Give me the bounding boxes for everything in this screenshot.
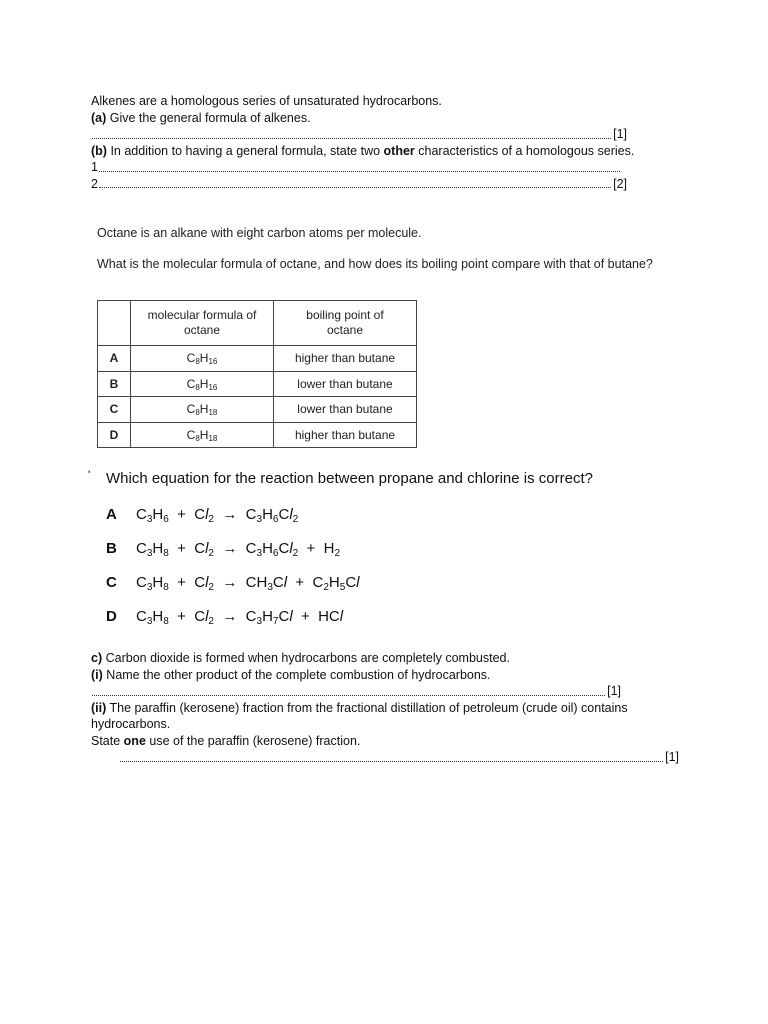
alkenes-intro: Alkenes are a homologous series of unsaturated hydrocarbons. — [91, 94, 442, 108]
equation-option-d[interactable]: D $C_3H_8 + Cl_2 \to C_3H_7Cl$ + HCl — [106, 608, 344, 627]
part-c: c) Carbon dioxide is formed when hydrocarbons are completely combusted. — [91, 651, 510, 665]
dotted-line — [120, 760, 663, 762]
part-b: (b) In addition to having a general formula, state two other characteristics of a homologous series. — [91, 143, 635, 158]
mark-c-i: [1] — [607, 684, 621, 698]
table-row[interactable]: C $C_8H_{18}$ lower than butane — [98, 397, 417, 423]
equation-option-b[interactable]: B $C_3H_8 + Cl_2 \to C_3H_6Cl_2 + H_2$ — [106, 540, 341, 559]
question-tick-mark: ' — [88, 468, 91, 482]
equation-option-c[interactable]: C $C_3H_8 + Cl_2 \to CH_3Cl + C_2H_5Cl$ — [106, 574, 360, 593]
header-formula: molecular formula of octane — [131, 301, 274, 346]
answer-line-b2[interactable]: 2 [2] — [91, 176, 627, 191]
propane-question: Which equation for the reaction between propane and chlorine is correct? — [106, 470, 593, 487]
part-c-i: (i) Name the other product of the complete combustion of hydrocarbons. — [91, 667, 491, 682]
question-alkenes — [91, 93, 651, 192]
answer-line-c-i[interactable] — [91, 683, 621, 700]
table-row[interactable]: B $C_8H_{16}$ lower than butane — [98, 371, 417, 397]
dotted-line — [99, 170, 620, 172]
table-row[interactable]: A $C_8H_{16}$ higher than butane — [98, 346, 417, 372]
part-c-ii: (ii) The paraffin (kerosene) fraction from the fractional distillation of petroleum (crude oil) contains hydrocarbons. — [91, 700, 628, 731]
mark-c-ii: [1] — [665, 750, 679, 764]
octane-options-table — [97, 300, 417, 448]
header-boiling-point: boiling point of octane — [274, 301, 417, 346]
dotted-line — [99, 186, 611, 188]
question-combustion — [91, 650, 679, 766]
table-row[interactable]: D $C_8H_{18}$ higher than butane — [98, 422, 417, 448]
mark-a: [1] — [613, 127, 627, 141]
octane-question: What is the molecular formula of octane, and how does its boiling point compare with that of butane? — [97, 257, 653, 271]
answer-line-c-ii[interactable] — [119, 749, 679, 766]
mark-b: [2] — [613, 176, 627, 191]
dotted-line — [92, 137, 611, 139]
table-header-row — [98, 301, 417, 346]
part-c-ii-state: State one use of the paraffin (kerosene) fraction. — [91, 733, 361, 748]
part-a: (a) Give the general formula of alkenes. — [91, 110, 311, 125]
dotted-line — [92, 694, 605, 696]
answer-line-b1[interactable]: 1 — [91, 159, 622, 176]
equation-option-a[interactable]: A $C_3H_6 + Cl_2 \to C_3H_6Cl_2$ — [106, 506, 299, 525]
answer-line-a[interactable] — [91, 126, 627, 143]
octane-stem: Octane is an alkane with eight carbon atoms per molecule. — [97, 226, 422, 240]
